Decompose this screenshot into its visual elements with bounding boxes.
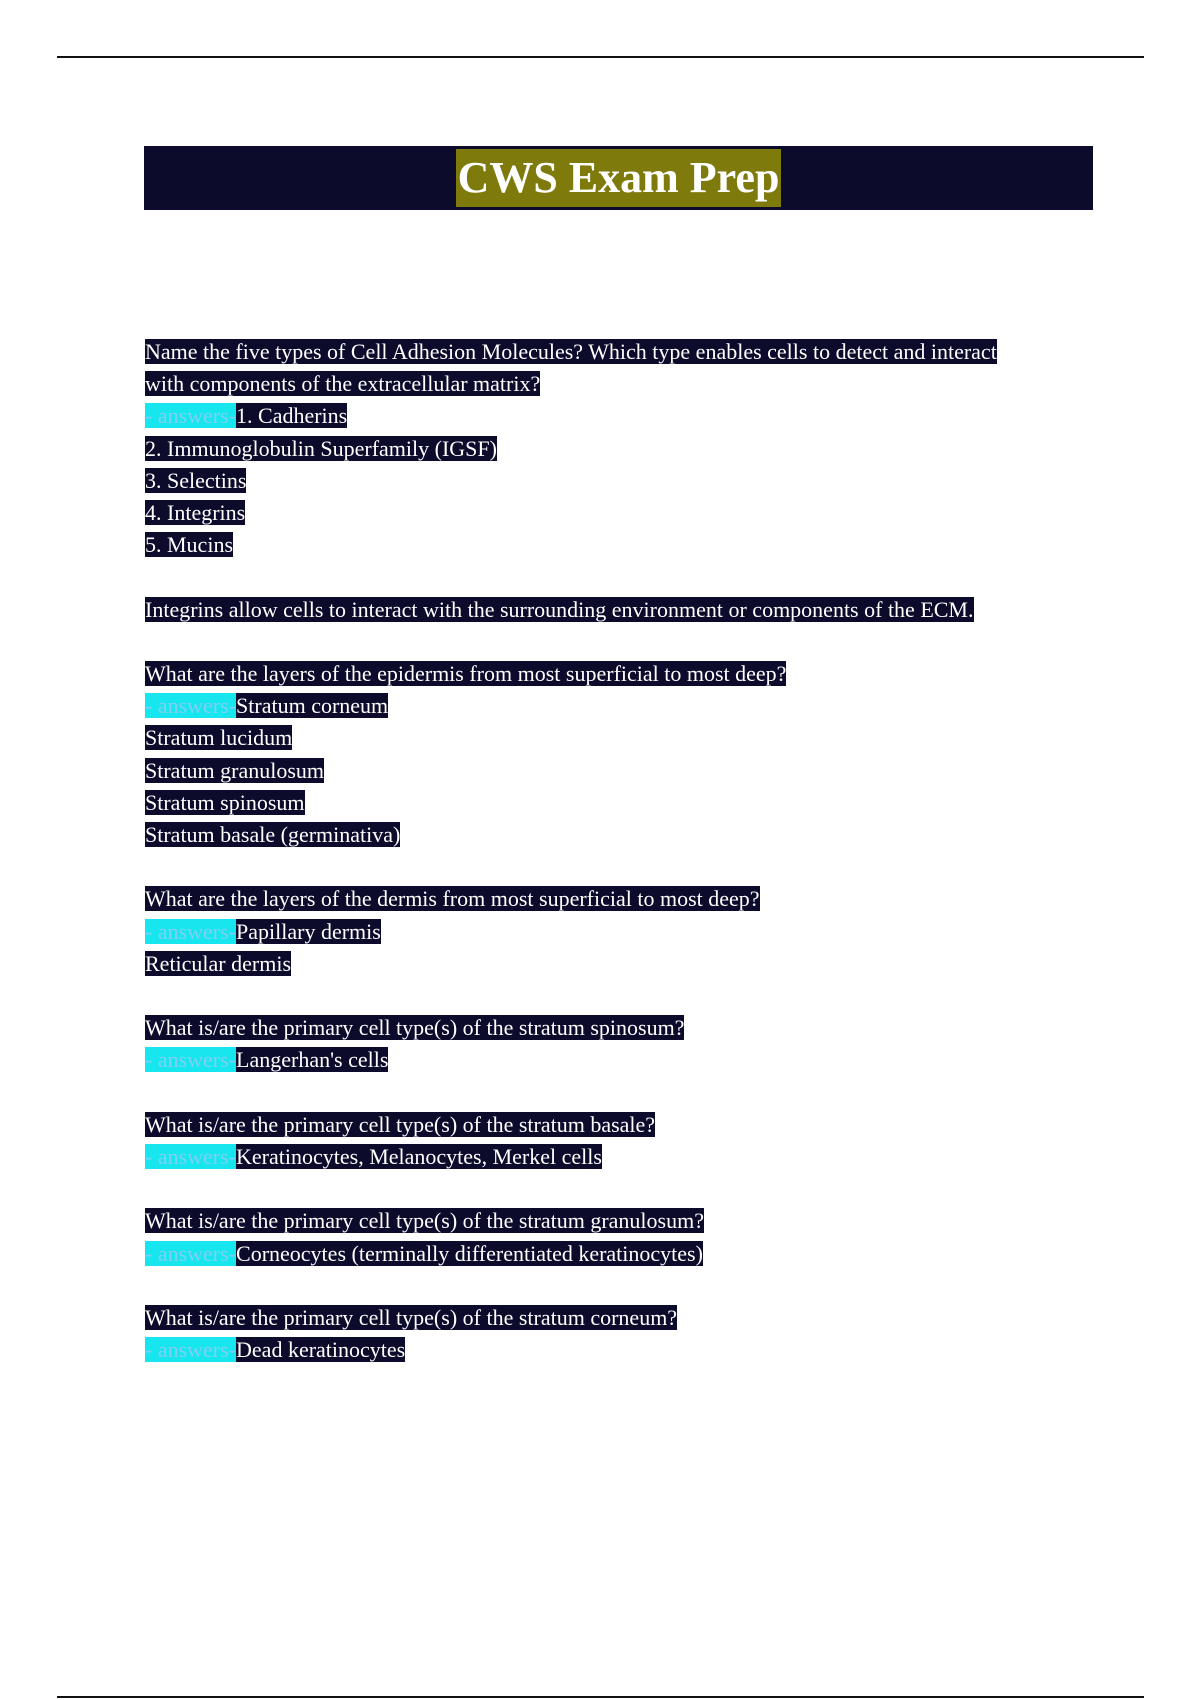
answer-marker: - answers- bbox=[145, 1337, 237, 1363]
answer-line: 5. Mucins bbox=[145, 532, 233, 558]
answer-line: Stratum basale (germinativa) bbox=[145, 822, 401, 848]
qa-item bbox=[145, 658, 1095, 851]
question-line: What is/are the primary cell type(s) of the stratum spinosum? bbox=[145, 1015, 685, 1041]
answer-line: Stratum granulosum bbox=[145, 757, 325, 783]
answer-line: Stratum spinosum bbox=[145, 789, 305, 815]
qa-item bbox=[145, 1012, 1095, 1076]
answer-line: - answers-1. Cadherins bbox=[145, 403, 348, 429]
answer-line: 3. Selectins bbox=[145, 467, 247, 493]
title-banner bbox=[144, 146, 1093, 210]
question-line: What are the layers of the dermis from most superficial to most deep? bbox=[145, 886, 760, 912]
question-line: What are the layers of the epidermis from most superficial to most deep? bbox=[145, 661, 787, 686]
qa-item bbox=[145, 1109, 1095, 1173]
question-line: with components of the extracellular matrix? bbox=[145, 371, 541, 397]
question-line: What is/are the primary cell type(s) of the stratum corneum? bbox=[145, 1304, 678, 1330]
answer-line: 4. Integrins bbox=[145, 500, 246, 526]
page-title: CWS Exam Prep bbox=[456, 149, 782, 207]
answer-marker: - answers- bbox=[145, 918, 237, 944]
answer-marker: - answers- bbox=[145, 1047, 237, 1073]
question-line: What is/are the primary cell type(s) of the stratum granulosum? bbox=[145, 1208, 704, 1234]
answer-line: Reticular dermis bbox=[145, 950, 292, 976]
qa-item bbox=[145, 883, 1095, 980]
qa-item bbox=[145, 1205, 1095, 1269]
answer-line: - answers-Corneocytes (terminally differentiated keratinocytes) bbox=[145, 1240, 703, 1266]
answer-marker: - answers- bbox=[145, 693, 237, 719]
answer-line: - answers-Stratum corneum bbox=[145, 693, 389, 719]
qa-content bbox=[145, 336, 1095, 1366]
footer-rule bbox=[57, 1696, 1144, 1698]
header-rule bbox=[57, 56, 1144, 58]
qa-item bbox=[145, 1302, 1095, 1366]
qa-item bbox=[145, 336, 1095, 626]
answer-line: - answers-Keratinocytes, Melanocytes, Merkel cells bbox=[145, 1144, 602, 1169]
answer-line: 2. Immunoglobulin Superfamily (IGSF) bbox=[145, 435, 497, 461]
question-line: What is/are the primary cell type(s) of the stratum basale? bbox=[145, 1111, 656, 1137]
answer-note: Integrins allow cells to interact with the surrounding environment or components of the ECM. bbox=[145, 596, 974, 622]
answer-marker: - answers- bbox=[145, 1240, 237, 1266]
answer-marker: - answers- bbox=[145, 403, 237, 429]
answer-line: - answers-Langerhan's cells bbox=[145, 1047, 389, 1073]
answer-line: - answers-Papillary dermis bbox=[145, 918, 381, 944]
answer-marker: - answers- bbox=[145, 1144, 237, 1169]
question-line: Name the five types of Cell Adhesion Molecules? Which type enables cells to detect and interact bbox=[145, 339, 997, 364]
answer-line: - answers-Dead keratinocytes bbox=[145, 1337, 406, 1363]
answer-line: Stratum lucidum bbox=[145, 725, 293, 751]
